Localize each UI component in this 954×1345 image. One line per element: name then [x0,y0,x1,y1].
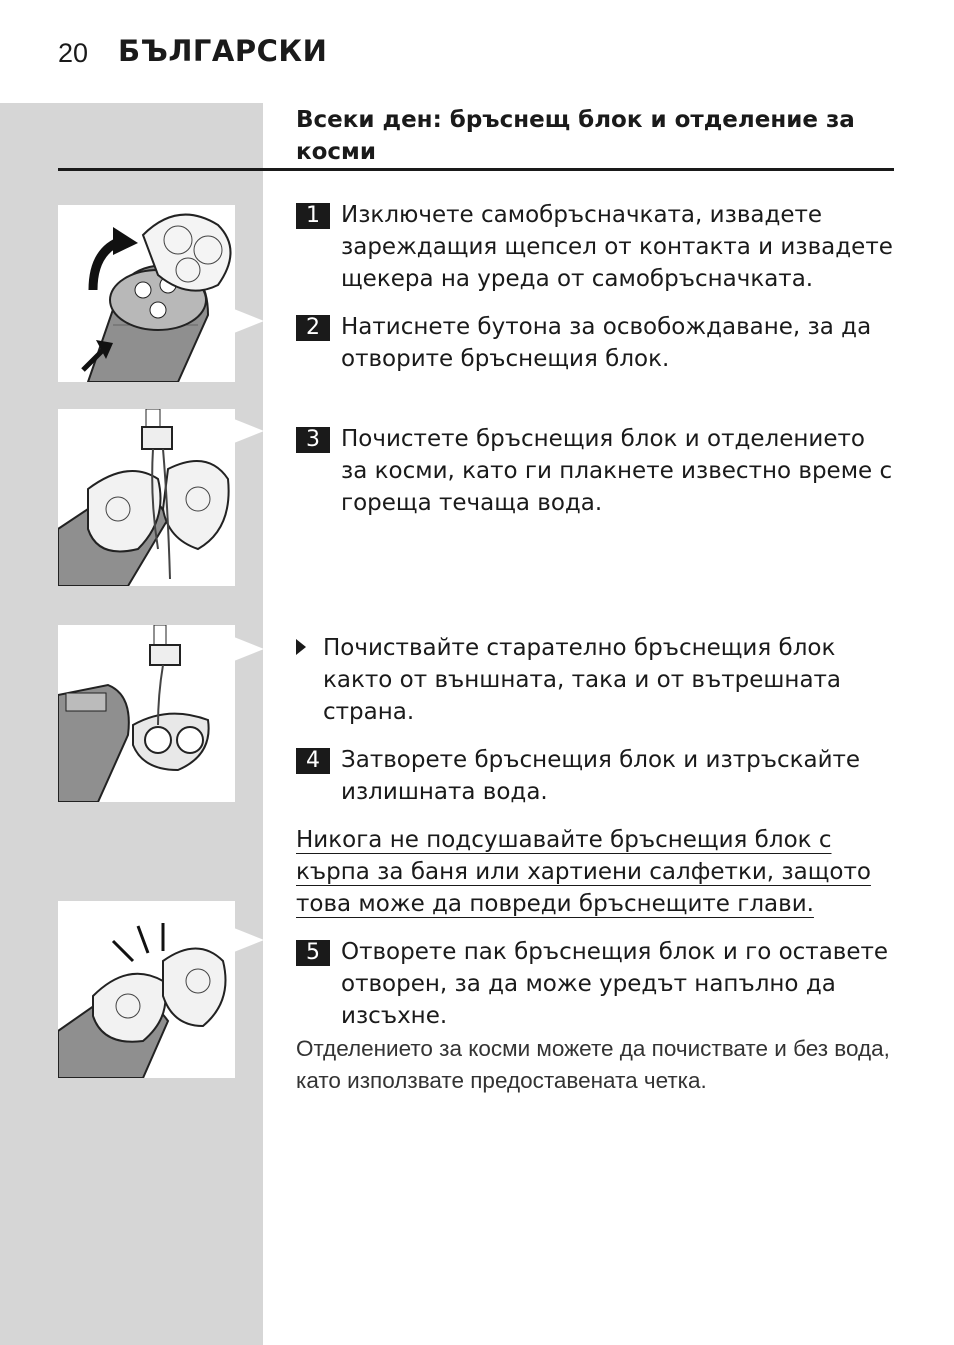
note-text: Отделението за косми можете да почиствате и без вода, като използвате предоставената четка. [296,1036,890,1093]
step-1 [296,199,896,295]
step-2 [296,311,896,375]
step-4 [296,744,896,808]
bullet-arrow-icon [296,639,306,655]
step-text: Почистете бръснещия блок и отделението за косми, като ги плакнете известно време с гореща течаща вода. [341,426,893,516]
step-text: Изключете самобръсначката, извадете зареждащия щепсел от контакта и извадете щекера на уреда от самобръсначката. [341,202,893,292]
page-number: 20 [58,38,89,68]
step-number: 3 [296,427,330,453]
step-number: 5 [296,940,330,966]
heading-rule [58,168,894,171]
bullet-item [296,632,856,728]
illustration-pointer [234,928,264,952]
step-text: Натиснете бутона за освобождаване, за да отворите бръснещия блок. [341,314,872,372]
section-heading: Всеки ден: бръснещ блок и отделение за косми [296,107,855,165]
language-title: БЪЛГАРСКИ [118,34,328,68]
step-number: 2 [296,315,330,341]
illustration-pointer [234,419,264,443]
rinse-inside-illustration [58,625,235,802]
illustration-pointer [234,637,264,661]
warning-text: Никога не подсушавайте бръснещия блок с кърпа за баня или хартиени салфетки, защото това може да повреди бръснещите глави. [296,827,871,917]
rinse-under-tap-illustration [58,409,235,586]
bullet-text: Почиствайте старателно бръснещия блок както от външната, така и от вътрешната страна. [323,635,842,725]
step-number: 1 [296,203,330,229]
shake-dry-illustration [58,901,235,1078]
step-5 [296,936,896,1032]
step-number: 4 [296,748,330,774]
step-3 [296,423,896,519]
step-text: Затворете бръснещия блок и изтръскайте излишната вода. [341,747,861,805]
open-shaving-unit-illustration [58,205,235,382]
step-text: Отворете пак бръснещия блок и го оставете отворен, за да може уредът напълно да изсъхне. [341,939,889,1029]
illustration-pointer [234,309,264,333]
